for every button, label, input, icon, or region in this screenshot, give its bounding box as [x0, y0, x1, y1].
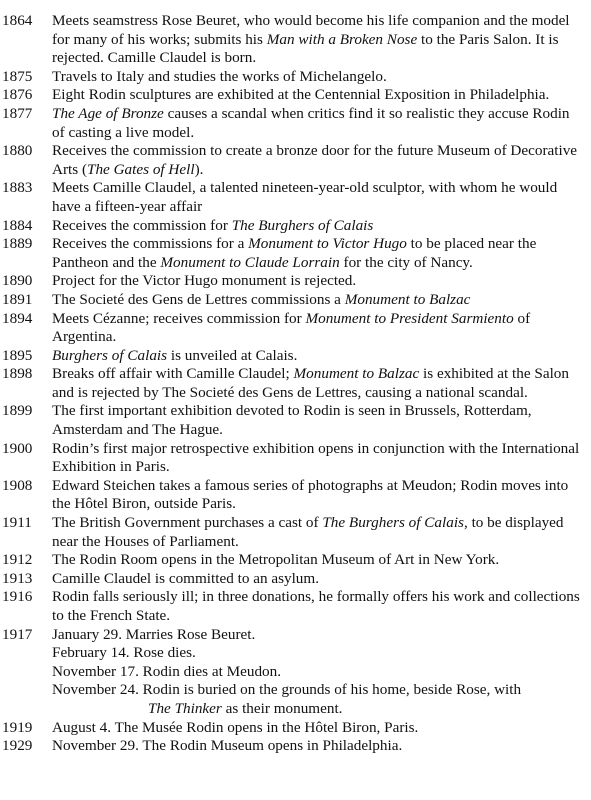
entry-description — [52, 86, 585, 105]
entry-year: 1898 — [2, 365, 33, 383]
entry-description — [52, 217, 585, 236]
timeline-entry — [2, 570, 585, 589]
entry-description — [52, 663, 585, 682]
timeline-entry — [2, 68, 585, 87]
entry-text: to the Paris Salon. It is rejected. Camille Claudel is born. — [52, 30, 559, 67]
entry-year: 1883 — [2, 179, 33, 197]
entry-year: 1917 — [2, 625, 33, 643]
work-title: Burghers of Calais — [52, 346, 168, 364]
work-title: The Age of Bronze — [52, 104, 164, 122]
entry-year: 1877 — [2, 104, 33, 122]
entry-description — [52, 440, 585, 477]
entry-description — [52, 105, 585, 142]
entry-description — [52, 365, 585, 402]
entry-description — [52, 347, 585, 366]
entry-text: to be placed near the Pantheon and the — [52, 235, 537, 271]
timeline-entry — [2, 142, 585, 179]
entry-year: 1876 — [2, 86, 33, 104]
entry-text: February 14. Rose dies. — [52, 644, 196, 662]
timeline-entry — [2, 402, 585, 439]
entry-description — [52, 719, 585, 738]
timeline-entry — [2, 644, 585, 663]
timeline-entry — [2, 440, 585, 477]
timeline-entry — [2, 310, 585, 347]
entry-year: 1875 — [2, 67, 33, 85]
work-title: The Thinker — [148, 699, 222, 717]
timeline-entry — [2, 626, 585, 645]
entry-text: is exhibited at the Salon and is rejected by The Societé des Gens de Lettres, causing a national scandal. — [52, 365, 569, 401]
entry-text: Camille Claudel is committed to an asylum. — [52, 569, 320, 587]
entry-text: Receives the commissions for a — [52, 235, 249, 253]
timeline-entry — [2, 737, 585, 756]
entry-text: Receives the commission to create a bronze door for the future Museum of Decorative Arts ( — [52, 142, 578, 178]
entry-text: August 4. The Musée Rodin opens in the Hôtel Biron, Paris. — [52, 718, 419, 736]
entry-text: January 29. Marries Rose Beuret. — [52, 625, 256, 643]
entry-text: causes a scandal when critics find it so realistic they accuse Rodin of casting a live model. — [52, 104, 570, 141]
timeline-entry — [2, 681, 585, 700]
timeline-entry — [2, 700, 585, 719]
entry-description — [52, 477, 585, 514]
entry-description — [52, 644, 585, 663]
entry-text: Meets Camille Claudel, a talented nineteen-year-old sculptor, with whom he would have a fifteen-year affair — [52, 179, 558, 215]
entry-description — [52, 291, 585, 310]
entry-description — [52, 570, 585, 589]
work-title: Monument to Balzac — [344, 290, 471, 308]
entry-year: 1864 — [2, 12, 33, 29]
entry-text: Receives the commission for — [52, 216, 232, 234]
entry-description — [52, 235, 585, 272]
entry-description — [52, 737, 585, 756]
entry-text: Edward Steichen takes a famous series of photographs at Meudon; Rodin moves into the Hôtel Biron, outside Paris. — [52, 476, 569, 513]
entry-year — [2, 700, 52, 719]
entry-year: 1916 — [2, 588, 33, 606]
timeline-entry — [2, 272, 585, 291]
timeline-entry — [2, 514, 585, 551]
entry-description — [52, 272, 585, 291]
entry-year: 1895 — [2, 346, 33, 364]
entry-year: 1899 — [2, 402, 33, 420]
entry-description — [52, 402, 585, 439]
entry-text: Meets seamstress Rose Beuret, who would become his life companion and the model for many of his works; submits his — [52, 12, 570, 48]
entry-year — [2, 681, 52, 700]
entry-year: 1880 — [2, 142, 33, 160]
timeline-entry — [2, 86, 585, 105]
entry-text: Project for the Victor Hugo monument is rejected. — [52, 272, 357, 290]
work-title: Man with a Broken Nose — [266, 30, 418, 48]
entry-text: ). — [194, 160, 204, 178]
work-title: Monument to Balzac — [293, 365, 420, 383]
entry-text: is unveiled at Calais. — [167, 346, 298, 364]
entry-year — [2, 663, 52, 682]
entry-text: , to be displayed near the Houses of Parliament. — [52, 514, 564, 550]
entry-year: 1911 — [2, 514, 32, 532]
entry-text: Travels to Italy and studies the works of Michelangelo. — [52, 67, 387, 85]
entry-text: Meets Cézanne; receives commission for — [52, 309, 306, 327]
entry-description — [52, 12, 585, 68]
entry-text: Breaks off affair with Camille Claudel; — [52, 365, 294, 383]
entry-text: as their monument. — [221, 699, 343, 717]
entry-year: 1894 — [2, 309, 33, 327]
timeline-entry — [2, 719, 585, 738]
entry-description — [52, 551, 585, 570]
entry-text: Rodin’s first major retrospective exhibition opens in conjunction with the International Exhibition in Paris. — [52, 439, 580, 476]
entry-description — [52, 626, 585, 645]
entry-year: 1891 — [2, 290, 33, 308]
entry-year: 1884 — [2, 216, 33, 234]
entry-text: November 17. Rodin dies at Meudon. — [52, 662, 282, 680]
timeline-entry — [2, 551, 585, 570]
work-title: Monument to Claude Lorrain — [160, 253, 340, 271]
entry-year: 1889 — [2, 235, 33, 253]
entry-year: 1929 — [2, 737, 33, 755]
entry-text: The Rodin Room opens in the Metropolitan Museum of Art in New York. — [52, 551, 500, 569]
work-title: Monument to President Sarmiento — [305, 309, 514, 327]
timeline-entry — [2, 105, 585, 142]
entry-text: November 24. Rodin is buried on the grounds of his home, beside Rose, with — [52, 681, 522, 699]
entry-text: The Societé des Gens de Lettres commissions a — [52, 290, 345, 308]
timeline-entry — [2, 588, 585, 625]
entry-year — [2, 644, 52, 663]
entry-year: 1908 — [2, 476, 33, 494]
timeline-entry — [2, 217, 585, 236]
timeline-entry — [2, 477, 585, 514]
timeline-entry — [2, 347, 585, 366]
timeline-entry — [2, 663, 585, 682]
entry-year: 1900 — [2, 439, 33, 457]
timeline-entry — [2, 12, 585, 68]
entry-description — [52, 142, 585, 179]
entry-description — [52, 310, 585, 347]
entry-text: The British Government purchases a cast of — [52, 514, 323, 532]
entry-year: 1890 — [2, 272, 33, 290]
entry-year: 1919 — [2, 718, 33, 736]
entry-description — [52, 681, 585, 700]
entry-text: Rodin falls seriously ill; in three donations, he formally offers his work and collections to the French State. — [52, 588, 580, 624]
timeline-entry — [2, 365, 585, 402]
work-title: The Gates of Hell — [87, 160, 195, 178]
entry-description — [52, 68, 585, 87]
entry-text: November 29. The Rodin Museum opens in Philadelphia. — [52, 737, 403, 755]
entry-description — [52, 588, 585, 625]
entry-text: of Argentina. — [52, 309, 531, 346]
timeline-entry — [2, 179, 585, 216]
work-title: The Burghers of Calais — [322, 514, 464, 532]
timeline-entry — [2, 291, 585, 310]
entry-year: 1913 — [2, 569, 33, 587]
entry-text: Eight Rodin sculptures are exhibited at the Centennial Exposition in Philadelphia. — [52, 86, 550, 104]
entry-year: 1912 — [2, 551, 33, 569]
entry-text: The first important exhibition devoted to Rodin is seen in Brussels, Rotterdam, Amsterdam and The Hague. — [52, 402, 532, 439]
work-title: Monument to Victor Hugo — [248, 235, 407, 253]
entry-text: for the city of Nancy. — [339, 253, 473, 271]
entry-description — [52, 179, 585, 216]
work-title: The Burghers of Calais — [231, 216, 374, 234]
entry-description — [52, 700, 585, 719]
entry-description — [52, 514, 585, 551]
timeline-entry — [2, 235, 585, 272]
